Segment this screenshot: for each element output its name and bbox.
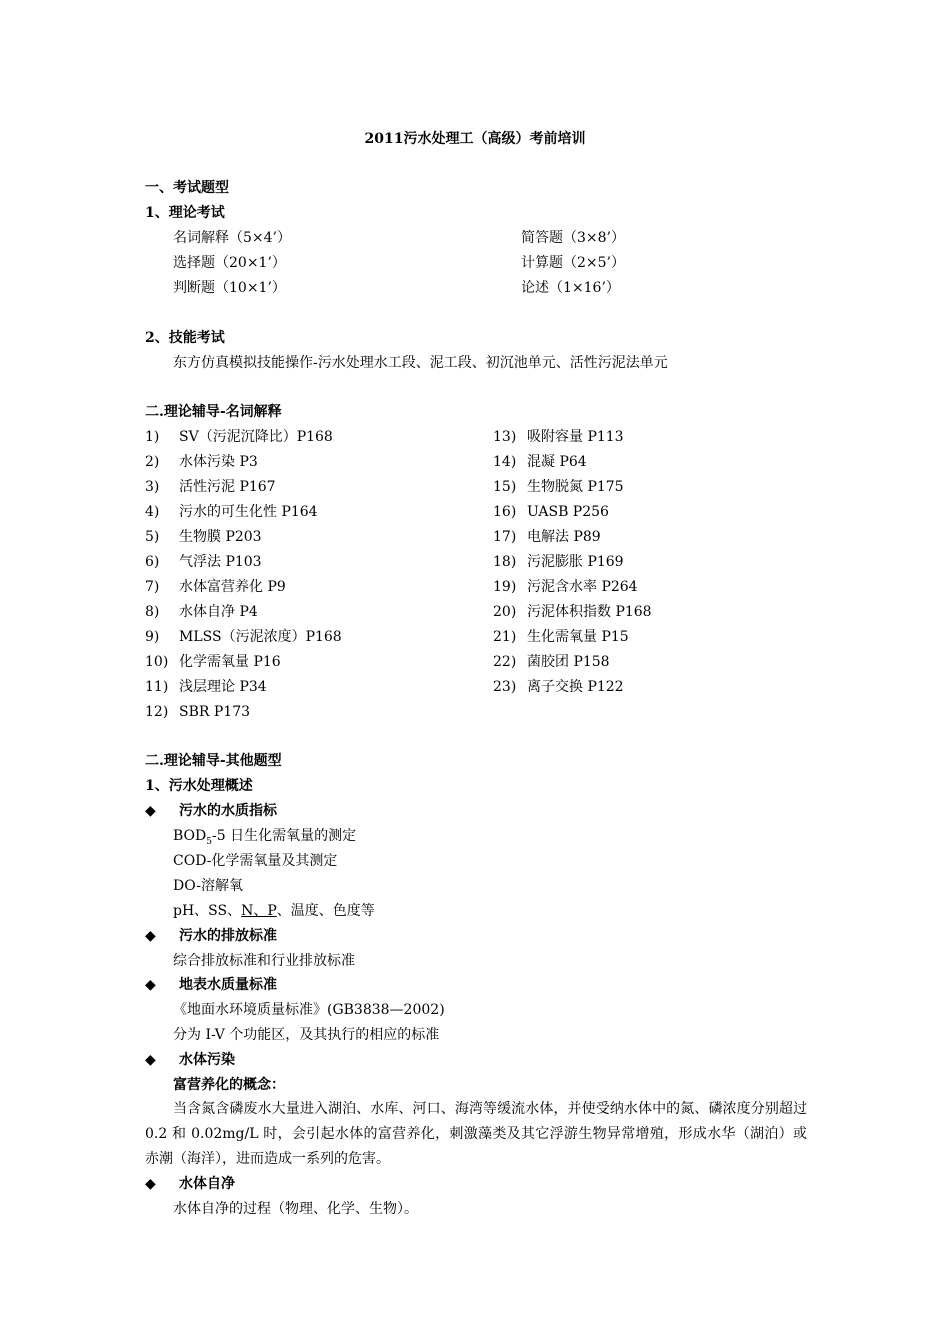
bod-line: $BOD_5-5$ 日生化需氧量的测定 bbox=[173, 828, 357, 847]
section-heading-other-types: 二.理论辅导-其他题型 bbox=[145, 753, 282, 769]
subheading-skill-exam: 2、技能考试 bbox=[145, 330, 225, 346]
list-item: 6) 气浮法 P103 bbox=[145, 554, 262, 570]
exam-type-item: 名词解释（5×4’） bbox=[173, 230, 291, 246]
eutrophication-subtitle: 富营养化的概念： bbox=[173, 1077, 285, 1093]
list-item: 18) 污泥膨胀 P169 bbox=[493, 554, 624, 570]
ph-line: pH、SS、N、P、温度、色度等 bbox=[173, 903, 375, 919]
subheading-overview: 1、污水处理概述 bbox=[145, 778, 253, 794]
list-item: 1) SV（污泥沉降比）P168 bbox=[145, 429, 333, 445]
exam-type-item: 判断题（10×1’） bbox=[173, 280, 286, 296]
list-item: 16) UASB P256 bbox=[493, 504, 609, 520]
list-item: 12) SBR P173 bbox=[145, 704, 251, 720]
diamond-bullet-icon: ◆ bbox=[145, 1052, 156, 1068]
surface-water-standard-line2: 分为 I-V 个功能区，及其执行的相应的标准 bbox=[173, 1027, 440, 1043]
do-line: DO-溶解氧 bbox=[173, 878, 243, 894]
list-item: 13) 吸附容量 P113 bbox=[493, 429, 624, 445]
bullet-surface-water-standard: ◆ 地表水质量标准 bbox=[145, 977, 277, 993]
subheading-theory-exam: 1、理论考试 bbox=[145, 205, 225, 221]
list-item: 4) 污水的可生化性 P164 bbox=[145, 504, 318, 520]
document-title: 2011污水处理工（高级）考前培训 bbox=[364, 131, 586, 147]
list-item: 21) 生化需氧量 P15 bbox=[493, 629, 629, 645]
diamond-bullet-icon: ◆ bbox=[145, 803, 156, 819]
diamond-bullet-icon: ◆ bbox=[145, 1176, 156, 1192]
diamond-bullet-icon: ◆ bbox=[145, 928, 156, 944]
list-item: 3) 活性污泥 P167 bbox=[145, 479, 276, 495]
bullet-water-pollution: ◆ 水体污染 bbox=[145, 1052, 235, 1068]
section-heading-exam-types: 一、考试题型 bbox=[145, 180, 229, 196]
list-item: 9) MLSS（污泥浓度）P168 bbox=[145, 629, 342, 645]
bullet-self-purification: ◆ 水体自净 bbox=[145, 1176, 235, 1192]
list-item: 11) 浅层理论 P34 bbox=[145, 679, 267, 695]
exam-type-item: 选择题（20×1’） bbox=[173, 255, 286, 271]
discharge-standard-text: 综合排放标准和行业排放标准 bbox=[173, 953, 355, 969]
list-item: 7) 水体富营养化 P9 bbox=[145, 579, 286, 595]
cod-line: COD-化学需氧量及其测定 bbox=[173, 853, 338, 869]
eutrophication-paragraph: 当含氮含磷废水大量进入湖泊、水库、河口、海湾等缓流水体，并使受纳水体中的氮、磷浓度分别超过 0.2 和 0.02mg/L 时，会引起水体的富营养化，刺激藻类及其它浮游生物异常增殖，形成水华（湖泊）或赤潮（海洋），进而造成一系列的危害。 bbox=[145, 1101, 807, 1167]
list-item: 14) 混凝 P64 bbox=[493, 454, 587, 470]
list-item: 22) 菌胶团 P158 bbox=[493, 654, 610, 670]
list-item: 2) 水体污染 P3 bbox=[145, 454, 258, 470]
list-item: 23) 离子交换 P122 bbox=[493, 679, 624, 695]
skill-exam-text: 东方仿真模拟技能操作-污水处理水工段、泥工段、初沉池单元、活性污泥法单元 bbox=[173, 355, 668, 371]
bullet-water-quality: ◆ 污水的水质指标 bbox=[145, 803, 277, 819]
list-item: 10) 化学需氧量 P16 bbox=[145, 654, 281, 670]
list-item: 8) 水体自净 P4 bbox=[145, 604, 258, 620]
self-purification-text: 水体自净的过程（物理、化学、生物）。 bbox=[173, 1201, 418, 1217]
list-item: 19) 污泥含水率 P264 bbox=[493, 579, 638, 595]
diamond-bullet-icon: ◆ bbox=[145, 977, 156, 993]
list-item: 20) 污泥体积指数 P168 bbox=[493, 604, 652, 620]
exam-type-item: 论述（1×16’） bbox=[521, 280, 620, 296]
list-item: 5) 生物膜 P203 bbox=[145, 529, 262, 545]
bullet-discharge-standard: ◆ 污水的排放标准 bbox=[145, 928, 277, 944]
exam-type-item: 计算题（2×5’） bbox=[521, 255, 625, 271]
surface-water-standard-line1: 《地面水环境质量标准》(GB3838—2002) bbox=[173, 1002, 445, 1018]
list-item: 17) 电解法 P89 bbox=[493, 529, 601, 545]
exam-type-item: 简答题（3×8’） bbox=[521, 230, 625, 246]
section-heading-terms: 二.理论辅导-名词解释 bbox=[145, 404, 282, 420]
list-item: 15) 生物脱氮 P175 bbox=[493, 479, 624, 495]
